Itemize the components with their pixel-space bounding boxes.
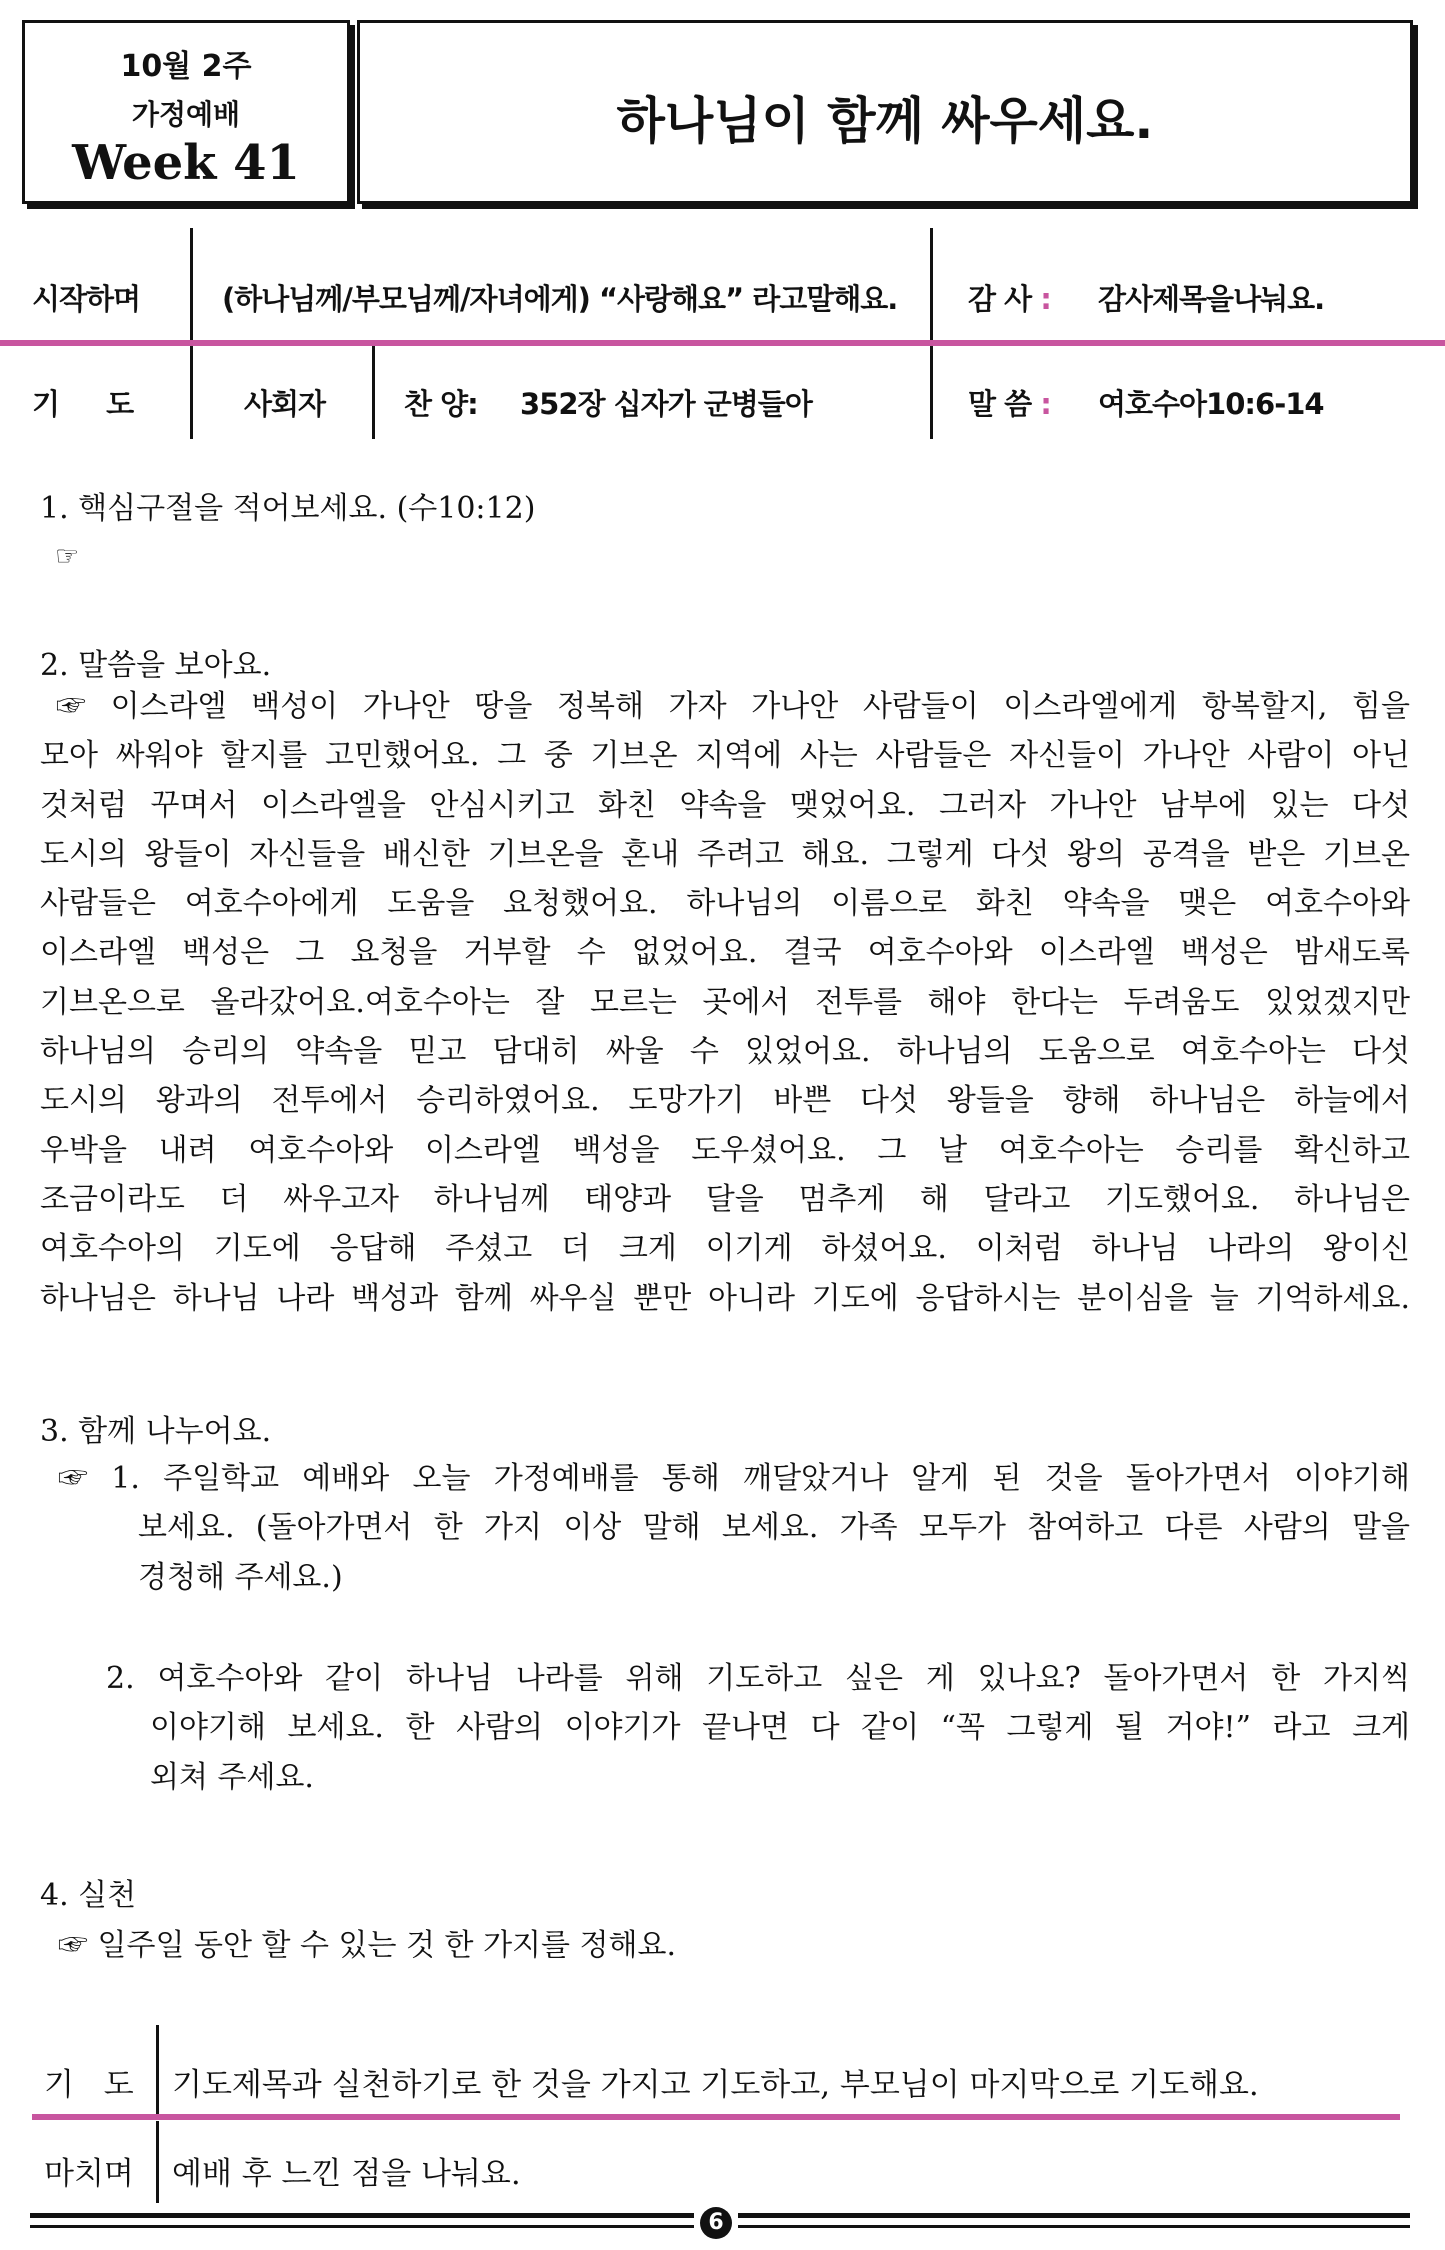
section4-heading: 4. 실천 [40,1878,137,1913]
story-line: 것처럼 꾸며서 이스라엘을 안심시키고 화친 약속을 맺었어요. 그러자 가나안 남부에 있는 다섯 [40,787,1410,823]
start-label: 시작하며 [32,282,141,316]
footer-bar-right [738,2213,1410,2218]
footer-bar-left [30,2225,694,2228]
footer-bar-left [30,2213,694,2218]
section2-heading: 2. 말씀을 보아요. [40,648,272,683]
closing-text: 예배 후 느낀 점을 나눠요. [172,2156,521,2192]
share-line: 이야기해 보세요. 한 사람의 이야기가 끝나면 다 같이 “꼭 그렇게 될 거야!” 라고 크게 [150,1710,1410,1746]
thanks-label: 감 사 : [968,282,1051,316]
share-line: 2. 여호수아와 같이 하나님 나라를 위해 기도하고 싶은 게 있나요? 돌아가면서 한 가지씩 [106,1661,1410,1696]
prayer-label: 기 도 [32,387,134,421]
leader-label: 사회자 [244,387,326,421]
divider [930,228,933,340]
page-number: 6 [700,2207,732,2239]
closing-prayer-text: 기도제목과 실천하기로 한 것을 가지고 기도하고, 부모님이 마지막으로 기도해요. [172,2067,1259,2103]
practice-line: ☞ 일주일 동안 할 수 있는 것 한 가지를 정해요. [58,1928,677,1963]
week-date: 10월 2주 [120,49,252,84]
pointer-icon: ☞ [55,541,80,572]
share-item-2 [106,1654,1410,1802]
divider [156,2025,159,2115]
story-line: ☞ 이스라엘 백성이 가나안 땅을 정복해 가자 가나안 사람들이 이스라엘에게 항복할지, 힘을 [56,689,1410,724]
section3-heading: 3. 함께 나누어요. [40,1414,272,1449]
divider [930,346,933,439]
hymn-label: 찬 양: [404,387,478,421]
start-instruction: (하나님께/부모님께/자녀에게) “사랑해요” 라고말해요. [222,282,898,316]
word-label: 말 씀 : [968,387,1051,421]
story-line: 기브온으로 올라갔어요.여호수아는 잘 모르는 곳에서 전투를 해야 한다는 두려움도 있었겠지만 [40,984,1410,1020]
word-value: 여호수아10:6-14 [1098,387,1324,421]
week-type: 가정예배 [131,98,241,131]
week-number: Week 41 [72,135,300,191]
pink-rule [0,340,1445,346]
closing-label: 마치며 [44,2156,134,2192]
story-line: 모아 싸워야 할지를 고민했어요. 그 중 기브온 지역에 사는 사람들은 자신들이 가나안 사람이 아닌 [40,738,1410,774]
story-line: 도시의 왕과의 전투에서 승리하였어요. 도망가기 바쁜 다섯 왕들을 향해 하나님은 하늘에서 [40,1083,1410,1119]
title-box [357,20,1413,204]
divider [190,228,193,340]
story-line: 도시의 왕들이 자신들을 배신한 기브온을 혼내 주려고 해요. 그렇게 다섯 왕의 공격을 받은 기브온 [40,836,1410,872]
pink-rule [32,2114,1400,2120]
story-line: 여호수아의 기도에 응답해 주셨고 더 크게 이기게 하셨어요. 이처럼 하나님 나라의 왕이신 [40,1231,1410,1267]
divider [156,2121,159,2203]
story-line: 하나님의 승리의 약속을 믿고 담대히 싸울 수 있었어요. 하나님의 도움으로 여호수아는 다섯 [40,1034,1410,1070]
scripture-story [40,682,1410,1323]
thanks-value: 감사제목을나눠요. [1098,282,1325,316]
week-box [22,20,350,204]
divider [190,346,193,439]
closing-prayer-label: 기 도 [44,2067,134,2103]
story-line: 우박을 내려 여호수아와 이스라엘 백성을 도우셨어요. 그 날 여호수아는 승리를 확신하고 [40,1132,1410,1168]
share-line: 외쳐 주세요. [150,1759,314,1795]
share-line: 경청해 주세요.) [138,1559,343,1595]
page-title: 하나님이 함께 싸우세요. [616,92,1154,150]
share-item-1 [58,1454,1410,1602]
story-line: 사람들은 여호수아에게 도움을 요청했어요. 하나님의 이름으로 화친 약속을 맺은 여호수아와 [40,886,1410,922]
story-line: 하나님은 하나님 나라 백성과 함께 싸우실 뿐만 아니라 기도에 응답하시는 분이심을 늘 기억하세요. [40,1280,1410,1316]
story-line: 이스라엘 백성은 그 요청을 거부할 수 없었어요. 결국 여호수아와 이스라엘 백성은 밤새도록 [40,935,1410,971]
share-line: 보세요. (돌아가면서 한 가지 이상 말해 보세요. 가족 모두가 참여하고 다른 사람의 말을 [138,1510,1410,1546]
section1-heading: 1. 핵심구절을 적어보세요. (수10:12) [40,491,536,526]
footer-bar-right [738,2225,1410,2228]
story-line: 조금이라도 더 싸우고자 하나님께 태양과 달을 멈추게 해 달라고 기도했어요. 하나님은 [40,1181,1410,1217]
hymn-value: 352장 십자가 군병들아 [520,387,812,421]
divider [372,346,375,439]
share-line: ☞ 1. 주일학교 예배와 오늘 가정예배를 통해 깨달았거나 알게 된 것을 돌아가면서 이야기해 [58,1461,1410,1496]
